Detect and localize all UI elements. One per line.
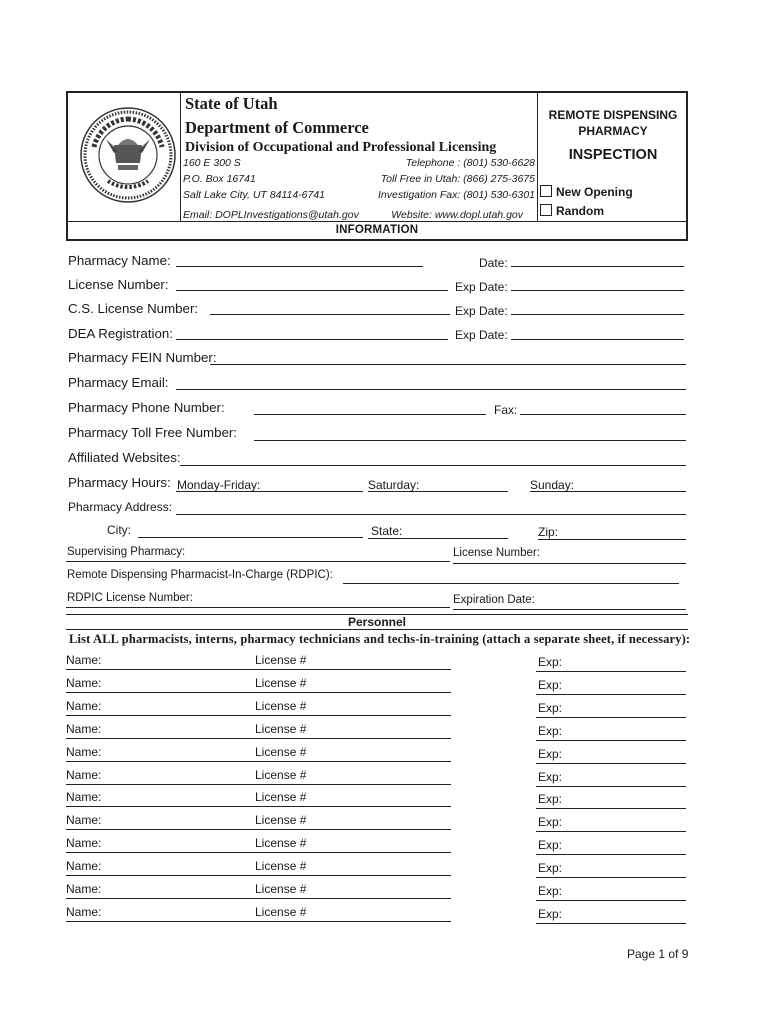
- form-title-line-2: PHARMACY: [578, 124, 648, 138]
- personnel-license-label: License #: [255, 813, 307, 828]
- personnel-instructions: List ALL pharmacists, interns, pharmacy technicians and techs-in-training (attach a separate sheet, if necessary):: [69, 632, 691, 646]
- personnel-name-label: Name:: [66, 698, 102, 713]
- date-label: Date:: [479, 256, 508, 270]
- personnel-exp-field[interactable]: [536, 694, 686, 695]
- page-number: Page 1 of 9: [627, 947, 689, 961]
- personnel-row: [66, 882, 686, 905]
- personnel-license-label: License #: [255, 790, 307, 805]
- random-label: Random: [556, 204, 604, 218]
- supervising-license-field[interactable]: [453, 563, 686, 564]
- division-name: Division of Occupational and Professional Licensing: [185, 140, 497, 155]
- personnel-license-label: License #: [255, 698, 307, 713]
- personnel-license-label: License #: [255, 653, 307, 667]
- personnel-exp-label: Exp:: [538, 838, 563, 853]
- personnel-row: [66, 813, 686, 836]
- pharmacy-hours-label: Pharmacy Hours:: [68, 475, 171, 490]
- form-title-inspection: INSPECTION: [568, 147, 658, 163]
- investigation-fax: Investigation Fax: (801) 530-6301: [377, 189, 535, 201]
- personnel-name-label: Name:: [66, 721, 102, 736]
- expiration-date-label: Expiration Date:: [453, 594, 535, 606]
- pharmacy-phone-field[interactable]: [254, 414, 486, 415]
- personnel-name-license-field[interactable]: [66, 875, 451, 876]
- address-line-2: P.O. Box 16741: [183, 173, 256, 185]
- toll-free-field[interactable]: [254, 440, 686, 441]
- new-opening-checkbox[interactable]: [540, 185, 552, 197]
- cs-exp-date-field[interactable]: [511, 314, 684, 315]
- personnel-row: [66, 653, 686, 676]
- dea-exp-date-label: Exp Date:: [455, 328, 508, 342]
- personnel-exp-field[interactable]: [536, 877, 686, 878]
- personnel-exp-label: Exp:: [538, 746, 563, 761]
- personnel-exp-field[interactable]: [536, 717, 686, 718]
- form-title-line-1: REMOTE DISPENSING: [548, 108, 678, 122]
- supervising-pharmacy-label: Supervising Pharmacy:: [67, 546, 186, 558]
- personnel-exp-label: Exp:: [538, 861, 563, 876]
- license-exp-date-label: Exp Date:: [455, 280, 508, 294]
- saturday-field[interactable]: [368, 491, 508, 492]
- personnel-name-license-field[interactable]: [66, 738, 451, 739]
- toll-free-label: Pharmacy Toll Free Number:: [68, 425, 237, 440]
- dea-registration-label: DEA Registration:: [68, 326, 173, 341]
- new-opening-option[interactable]: [540, 185, 633, 199]
- pharmacy-name-label: Pharmacy Name:: [68, 253, 171, 268]
- fein-label: Pharmacy FEIN Number:: [68, 350, 217, 365]
- city-label: City:: [107, 523, 131, 537]
- personnel-name-license-field[interactable]: [66, 921, 451, 922]
- state-name: State of Utah: [185, 94, 278, 113]
- information-section-header: INFORMATION: [68, 221, 686, 239]
- personnel-license-label: License #: [255, 836, 307, 851]
- personnel-exp-field[interactable]: [536, 900, 686, 901]
- cs-license-number-label: C.S. License Number:: [68, 301, 199, 316]
- personnel-exp-label: Exp:: [538, 769, 563, 784]
- fax-label: Fax:: [494, 403, 518, 417]
- department-name: Department of Commerce: [185, 118, 369, 137]
- personnel-name-license-field[interactable]: [66, 692, 451, 693]
- personnel-name-label: Name:: [66, 675, 102, 690]
- pharmacy-address-field[interactable]: [176, 514, 686, 515]
- personnel-license-label: License #: [255, 767, 307, 782]
- affiliated-websites-label: Affiliated Websites:: [68, 450, 181, 465]
- personnel-exp-label: Exp:: [538, 700, 563, 715]
- zip-field[interactable]: [538, 539, 686, 540]
- toll-free-phone: Toll Free in Utah: (866) 275-3675: [380, 173, 535, 185]
- date-field[interactable]: [511, 266, 684, 267]
- personnel-name-label: Name:: [66, 790, 102, 805]
- personnel-name-label: Name:: [66, 813, 102, 828]
- pharmacy-phone-label: Pharmacy Phone Number:: [68, 400, 225, 415]
- state-seal-icon: [78, 105, 178, 205]
- random-option[interactable]: [540, 204, 604, 218]
- personnel-license-label: License #: [255, 859, 307, 874]
- personnel-exp-field[interactable]: [536, 808, 686, 809]
- sunday-field[interactable]: [530, 491, 686, 492]
- personnel-name-label: Name:: [66, 744, 102, 759]
- personnel-exp-label: Exp:: [538, 723, 563, 738]
- affiliated-websites-field[interactable]: [180, 465, 686, 466]
- personnel-license-label: License #: [255, 904, 307, 919]
- personnel-row: [66, 859, 686, 882]
- pharmacy-name-field[interactable]: [176, 266, 423, 267]
- zip-label: Zip:: [538, 525, 559, 539]
- personnel-name-license-field[interactable]: [66, 852, 451, 853]
- personnel-exp-field[interactable]: [536, 786, 686, 787]
- supervising-license-label: License Number:: [453, 547, 540, 559]
- pharmacy-email-field[interactable]: [176, 389, 686, 390]
- supervising-pharmacy-field[interactable]: [66, 561, 450, 562]
- personnel-exp-label: Exp:: [538, 815, 563, 830]
- rdpic-license-field[interactable]: [66, 607, 450, 608]
- personnel-row: [66, 836, 686, 859]
- expiration-date-field[interactable]: [453, 609, 686, 610]
- personnel-exp-field[interactable]: [536, 740, 686, 741]
- personnel-license-label: License #: [255, 675, 307, 690]
- personnel-row: [66, 768, 686, 791]
- dea-exp-date-field[interactable]: [511, 339, 684, 340]
- personnel-name-license-field[interactable]: [66, 784, 451, 785]
- personnel-name-label: Name:: [66, 836, 102, 851]
- personnel-row: [66, 745, 686, 768]
- personnel-name-license-field[interactable]: [66, 806, 451, 807]
- monday-friday-label: Monday-Friday:: [177, 478, 261, 492]
- fein-field[interactable]: [210, 364, 686, 365]
- rdpic-field[interactable]: [343, 583, 679, 584]
- personnel-exp-label: Exp:: [538, 677, 563, 692]
- header-box: [66, 91, 688, 241]
- rdpic-label: Remote Dispensing Pharmacist-In-Charge (RDPIC):: [67, 569, 333, 581]
- pharmacy-address-label: Pharmacy Address:: [68, 500, 173, 514]
- personnel-name-license-field[interactable]: [66, 829, 451, 830]
- personnel-name-license-field[interactable]: [66, 761, 451, 762]
- organization-block: [180, 93, 538, 221]
- personnel-license-label: License #: [255, 882, 307, 896]
- license-exp-date-field[interactable]: [511, 290, 684, 291]
- address-line-1: 160 E 300 S: [183, 157, 241, 169]
- personnel-name-label: Name:: [66, 882, 102, 896]
- state-field[interactable]: [368, 538, 508, 539]
- monday-friday-field[interactable]: [176, 491, 363, 492]
- cs-exp-date-label: Exp Date:: [455, 304, 508, 318]
- personnel-name-label: Name:: [66, 767, 102, 782]
- rdpic-license-label: RDPIC License Number:: [67, 592, 193, 604]
- website: Website: www.dopl.utah.gov: [391, 209, 523, 221]
- personnel-exp-field[interactable]: [536, 854, 686, 855]
- dea-registration-field[interactable]: [176, 339, 448, 340]
- personnel-row: [66, 790, 686, 813]
- city-field[interactable]: [138, 537, 363, 538]
- personnel-exp-field[interactable]: [536, 923, 686, 924]
- random-checkbox[interactable]: [540, 204, 552, 216]
- fax-field[interactable]: [520, 414, 686, 415]
- personnel-name-license-field[interactable]: [66, 715, 451, 716]
- personnel-name-label: Name:: [66, 859, 102, 874]
- personnel-exp-field[interactable]: [536, 763, 686, 764]
- personnel-license-label: License #: [255, 721, 307, 736]
- personnel-exp-label: Exp:: [538, 884, 563, 898]
- license-number-label: License Number:: [68, 277, 169, 292]
- contact-email: Email: DOPLInvestigations@utah.gov: [183, 209, 359, 221]
- personnel-exp-label: Exp:: [538, 792, 563, 807]
- state-label: State:: [371, 524, 403, 538]
- personnel-license-label: License #: [255, 744, 307, 759]
- personnel-row: [66, 699, 686, 722]
- personnel-name-license-field[interactable]: [66, 898, 451, 899]
- personnel-row: [66, 905, 686, 928]
- form-title-panel: [538, 93, 688, 221]
- personnel-section-header: Personnel: [66, 614, 688, 630]
- license-number-field[interactable]: [176, 290, 448, 291]
- personnel-exp-field[interactable]: [536, 671, 686, 672]
- personnel-exp-field[interactable]: [536, 831, 686, 832]
- personnel-name-license-field[interactable]: [66, 669, 451, 670]
- sunday-label: Sunday:: [530, 478, 575, 492]
- cs-license-number-field[interactable]: [210, 314, 450, 315]
- personnel-exp-label: Exp:: [538, 906, 563, 921]
- telephone: Telephone : (801) 530-6628: [405, 157, 535, 169]
- personnel-name-label: Name:: [66, 904, 102, 919]
- personnel-row: [66, 722, 686, 745]
- address-line-3: Salt Lake City, UT 84114-6741: [183, 189, 326, 201]
- saturday-label: Saturday:: [368, 478, 420, 492]
- personnel-exp-label: Exp:: [538, 655, 563, 669]
- new-opening-label: New Opening: [556, 185, 633, 199]
- personnel-row: [66, 676, 686, 699]
- personnel-name-label: Name:: [66, 653, 102, 667]
- pharmacy-email-label: Pharmacy Email:: [68, 375, 169, 390]
